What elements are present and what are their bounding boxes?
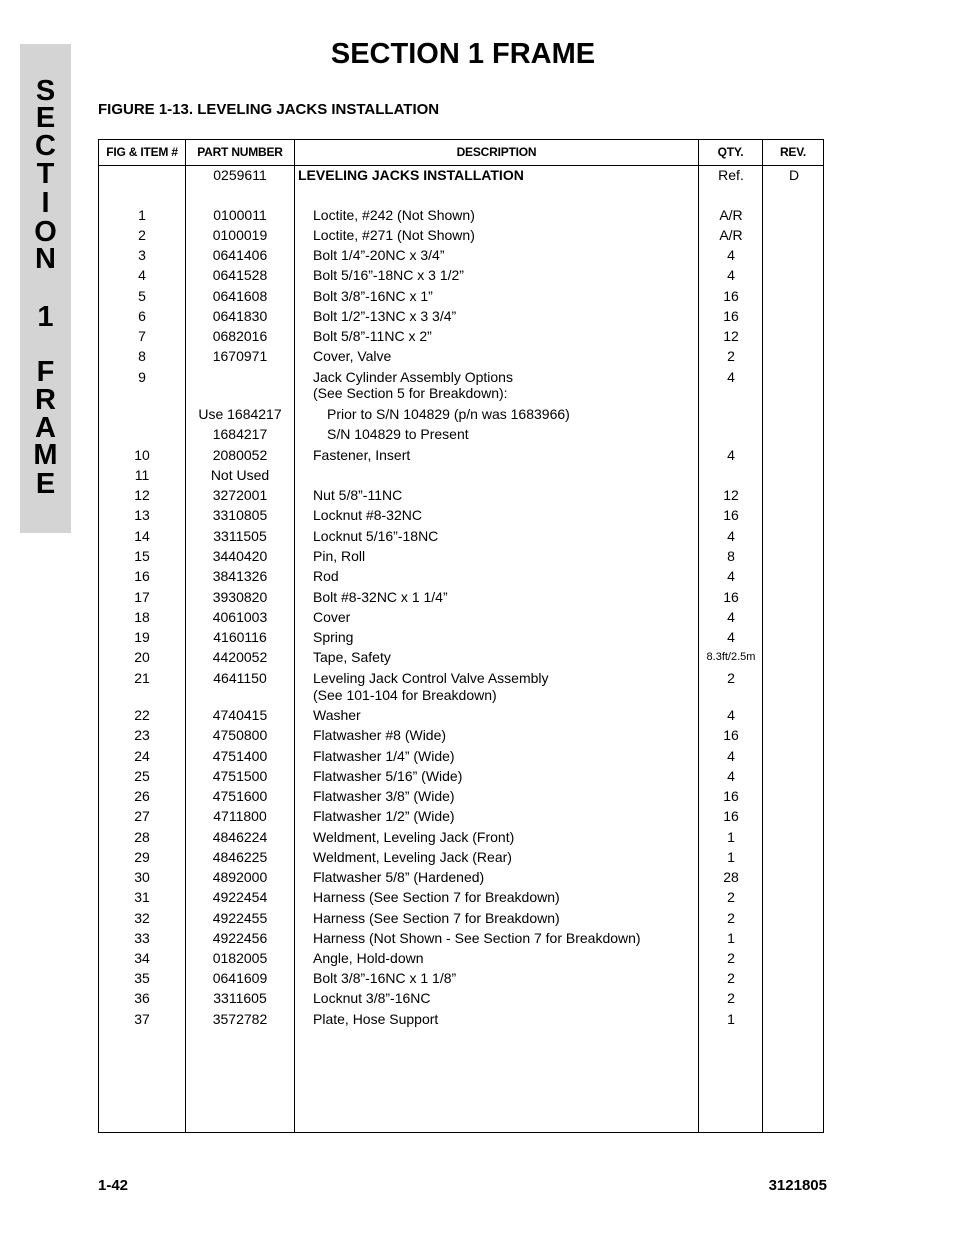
qty-cell: 16 (723, 288, 739, 304)
qty-cell: 8.3ft/2.5m (706, 651, 756, 663)
part-number-cell: 0100019 (212, 227, 268, 243)
fig-item-cell: 19 (134, 629, 150, 645)
part-number-cell: 0641609 (212, 970, 268, 986)
qty-cell: 16 (723, 788, 739, 804)
qty-cell: 16 (723, 727, 739, 743)
fig-item-cell: 21 (134, 670, 150, 686)
description-cell: (See 101-104 for Breakdown) (313, 687, 497, 703)
qty-cell: 12 (723, 487, 739, 503)
description-cell: Bolt 1/4”-20NC x 3/4” (313, 247, 445, 263)
description-cell: Flatwasher #8 (Wide) (313, 727, 447, 743)
description-cell: Locknut #8-32NC (313, 507, 422, 523)
qty-cell: 1 (727, 829, 735, 845)
parts-table (98, 139, 824, 1133)
fig-item-cell: 13 (134, 507, 150, 523)
fig-item-cell: 28 (134, 829, 150, 845)
part-number-cell: 0682016 (212, 328, 268, 344)
qty-cell: 12 (723, 328, 739, 344)
qty-cell: Ref. (718, 167, 744, 183)
fig-item-cell: 16 (134, 568, 150, 584)
part-number-cell: Use 1684217 (198, 406, 282, 422)
part-number-cell: 4641150 (213, 670, 267, 686)
part-number-cell: 1684217 (212, 426, 268, 442)
side-tab-letter: R (35, 384, 56, 416)
part-number-cell: 4160116 (213, 629, 267, 645)
part-number-cell: 4922455 (212, 910, 268, 926)
side-tab-letter: M (33, 439, 58, 471)
fig-item-cell: 9 (138, 369, 146, 385)
part-number-cell: 3310805 (212, 507, 268, 523)
qty-cell: 2 (727, 910, 735, 926)
document-number: 3121805 (768, 1177, 827, 1194)
section-title: SECTION 1 FRAME (330, 38, 596, 70)
qty-cell: 4 (727, 609, 735, 625)
part-number-cell: 4420052 (212, 649, 268, 665)
section-side-tab (20, 44, 71, 533)
part-number-cell: 0641830 (212, 308, 268, 324)
qty-cell: 4 (727, 568, 735, 584)
fig-item-cell: 12 (134, 487, 150, 503)
part-number-cell: 3311605 (213, 990, 267, 1006)
fig-item-cell: 32 (134, 910, 150, 926)
qty-cell: 2 (727, 670, 735, 686)
fig-item-cell: 34 (134, 950, 150, 966)
description-cell: Jack Cylinder Assembly Options (313, 369, 513, 385)
header-rev: REV. (779, 145, 807, 159)
header-description: DESCRIPTION (456, 145, 537, 159)
qty-cell: 4 (727, 748, 735, 764)
fig-item-cell: 10 (134, 447, 150, 463)
part-number-cell: 4922456 (212, 930, 268, 946)
description-cell: Prior to S/N 104829 (p/n was 1683966) (327, 406, 570, 422)
fig-item-cell: 22 (134, 707, 150, 723)
fig-item-cell: 33 (134, 930, 150, 946)
side-tab-letter: E (35, 102, 56, 134)
description-cell: Harness (Not Shown - See Section 7 for Breakdown) (313, 930, 641, 946)
description-cell: Weldment, Leveling Jack (Front) (313, 829, 515, 845)
fig-item-cell: 18 (134, 609, 150, 625)
description-cell: Harness (See Section 7 for Breakdown) (313, 889, 560, 905)
rev-cell: D (788, 167, 800, 183)
fig-item-cell: 29 (134, 849, 150, 865)
description-cell: Fastener, Insert (313, 447, 411, 463)
description-cell: Bolt 5/8”-11NC x 2” (313, 328, 432, 344)
side-tab-letter: E (35, 468, 56, 500)
side-tab-letter: C (35, 130, 56, 162)
part-number-cell: 0641406 (212, 247, 268, 263)
fig-item-cell: 3 (138, 247, 146, 263)
description-cell: Leveling Jack Control Valve Assembly (313, 670, 549, 686)
part-number-cell: 0641608 (212, 288, 268, 304)
part-number-cell: 0259611 (213, 167, 267, 183)
description-cell: Bolt 3/8”-16NC x 1” (313, 288, 433, 304)
description-cell: Weldment, Leveling Jack (Rear) (313, 849, 512, 865)
fig-item-cell: 5 (138, 288, 146, 304)
qty-cell: 8 (727, 548, 735, 564)
description-cell: (See Section 5 for Breakdown): (313, 385, 508, 401)
fig-item-cell: 37 (134, 1011, 150, 1027)
qty-cell: 4 (727, 369, 735, 385)
qty-cell: 4 (727, 768, 735, 784)
description-cell: Bolt 3/8”-16NC x 1 1/8” (313, 970, 457, 986)
part-number-cell: 4750800 (212, 727, 268, 743)
description-cell: Locknut 5/16”-18NC (313, 528, 439, 544)
description-cell: Cover, Valve (313, 348, 392, 364)
side-tab-letter: F (36, 356, 55, 388)
qty-cell: 16 (723, 808, 739, 824)
qty-cell: 4 (727, 528, 735, 544)
part-number-cell: 4061003 (212, 609, 268, 625)
description-cell: Nut 5/8”-11NC (313, 487, 403, 503)
part-number-cell: 3311505 (213, 528, 267, 544)
description-cell: Plate, Hose Support (313, 1011, 439, 1027)
description-cell: Bolt 1/2”-13NC x 3 3/4” (313, 308, 457, 324)
description-cell: Spring (313, 629, 354, 645)
part-number-cell: Not Used (210, 467, 270, 483)
fig-item-cell: 14 (134, 528, 150, 544)
description-cell: LEVELING JACKS INSTALLATION (298, 167, 524, 183)
part-number-cell: 0641528 (212, 267, 268, 283)
fig-item-cell: 8 (138, 348, 146, 364)
part-number-cell: 2080052 (212, 447, 268, 463)
fig-item-cell: 1 (138, 207, 146, 223)
qty-cell: 2 (727, 990, 735, 1006)
qty-cell: 16 (723, 589, 739, 605)
description-cell: Flatwasher 5/16” (Wide) (313, 768, 463, 784)
part-number-cell: 3440420 (212, 548, 268, 564)
description-cell: Flatwasher 5/8” (Hardened) (313, 869, 485, 885)
qty-cell: 1 (727, 849, 735, 865)
qty-cell: 16 (723, 308, 739, 324)
qty-cell: 16 (723, 507, 739, 523)
part-number-cell: 4846225 (212, 849, 268, 865)
description-cell: Locknut 3/8”-16NC (313, 990, 431, 1006)
qty-cell: 4 (727, 629, 735, 645)
side-tab-letter: S (35, 75, 56, 107)
description-cell: Flatwasher 1/4” (Wide) (313, 748, 455, 764)
qty-cell: 4 (727, 447, 735, 463)
part-number-cell: 4751600 (212, 788, 268, 804)
header-fig-item: FIG & ITEM # (106, 145, 178, 159)
part-number-cell: 3841326 (212, 568, 268, 584)
fig-item-cell: 11 (134, 467, 150, 483)
page-number: 1-42 (98, 1177, 129, 1194)
side-tab-letter: A (35, 412, 56, 444)
side-tab-letter: I (41, 187, 50, 219)
qty-cell: A/R (719, 227, 743, 243)
qty-cell: 2 (727, 970, 735, 986)
qty-cell: 4 (727, 707, 735, 723)
qty-cell: 2 (727, 348, 735, 364)
fig-item-cell: 15 (134, 548, 150, 564)
qty-cell: 4 (727, 267, 735, 283)
qty-cell: 1 (727, 930, 735, 946)
description-cell: Cover (313, 609, 351, 625)
description-cell: Flatwasher 3/8” (Wide) (313, 788, 455, 804)
figure-title: FIGURE 1-13. LEVELING JACKS INSTALLATION (98, 101, 440, 118)
fig-item-cell: 4 (138, 267, 146, 283)
part-number-cell: 4846224 (212, 829, 268, 845)
qty-cell: 2 (727, 889, 735, 905)
part-number-cell: 3930820 (212, 589, 268, 605)
description-cell: Bolt #8-32NC x 1 1/4” (313, 589, 448, 605)
description-cell: Bolt 5/16”-18NC x 3 1/2” (313, 267, 464, 283)
part-number-cell: 4751400 (212, 748, 268, 764)
part-number-cell: 4711800 (213, 808, 267, 824)
description-cell: Washer (313, 707, 361, 723)
description-cell: Tape, Safety (313, 649, 391, 665)
description-cell: Flatwasher 1/2” (Wide) (313, 808, 455, 824)
part-number-cell: 4922454 (212, 889, 268, 905)
fig-item-cell: 17 (134, 589, 150, 605)
part-number-cell: 0182005 (212, 950, 268, 966)
description-cell: Loctite, #242 (Not Shown) (313, 207, 475, 223)
part-number-cell: 3272001 (212, 487, 268, 503)
qty-cell: 28 (723, 869, 739, 885)
part-number-cell: 3572782 (212, 1011, 268, 1027)
qty-cell: 1 (727, 1011, 735, 1027)
side-tab-letter: O (34, 216, 57, 248)
column-divider (294, 140, 295, 1132)
fig-item-cell: 25 (134, 768, 150, 784)
fig-item-cell: 36 (134, 990, 150, 1006)
description-cell: Loctite, #271 (Not Shown) (313, 227, 475, 243)
side-tab-letter: N (35, 243, 56, 275)
header-part-number: PART NUMBER (197, 145, 283, 159)
fig-item-cell: 6 (138, 308, 146, 324)
description-cell: S/N 104829 to Present (327, 426, 469, 442)
fig-item-cell: 20 (134, 649, 150, 665)
qty-cell: 2 (727, 950, 735, 966)
fig-item-cell: 35 (134, 970, 150, 986)
fig-item-cell: 30 (134, 869, 150, 885)
part-number-cell: 4751500 (212, 768, 268, 784)
fig-item-cell: 26 (134, 788, 150, 804)
part-number-cell: 1670971 (212, 348, 268, 364)
fig-item-cell: 31 (134, 889, 150, 905)
description-cell: Harness (See Section 7 for Breakdown) (313, 910, 560, 926)
fig-item-cell: 27 (134, 808, 150, 824)
side-tab-letter: 1 (37, 301, 54, 333)
header-qty: QTY. (717, 145, 744, 159)
part-number-cell: 4740415 (212, 707, 268, 723)
fig-item-cell: 24 (134, 748, 150, 764)
qty-cell: A/R (719, 207, 743, 223)
side-tab-letter: T (36, 158, 55, 190)
fig-item-cell: 2 (138, 227, 146, 243)
fig-item-cell: 23 (134, 727, 150, 743)
part-number-cell: 0100011 (213, 207, 267, 223)
header-divider (99, 165, 823, 166)
description-cell: Rod (313, 568, 339, 584)
description-cell: Pin, Roll (313, 548, 366, 564)
qty-cell: 4 (727, 247, 735, 263)
description-cell: Angle, Hold-down (313, 950, 424, 966)
part-number-cell: 4892000 (212, 869, 268, 885)
fig-item-cell: 7 (138, 328, 146, 344)
